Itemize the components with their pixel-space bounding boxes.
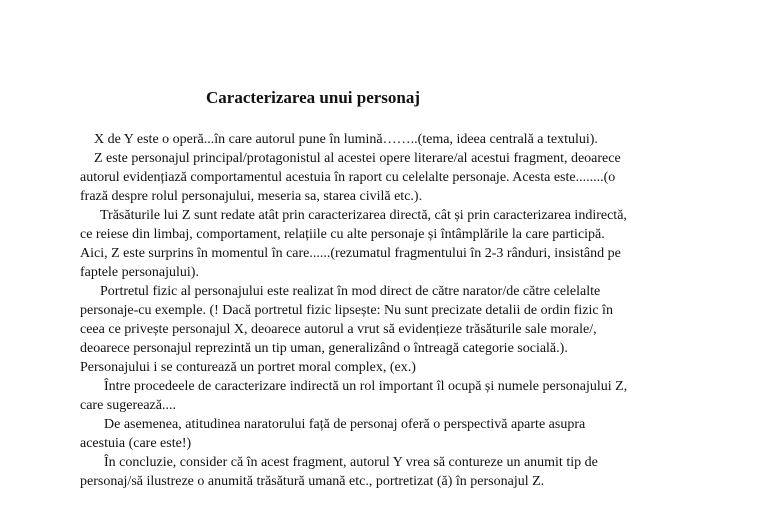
- document-body: [80, 130, 720, 491]
- paragraph-3-line-4: faptele personajului).: [80, 265, 199, 280]
- paragraph-8-line-1: În concluzie, consider că în acest fragment, autorul Y vrea să contureze un anumit tip de: [104, 455, 598, 470]
- paragraph-4-line-4: deoarece personajul reprezintă un tip uman, generalizând o întreagă categorie socială.).: [80, 341, 568, 356]
- paragraph-2-line-3: frază despre rolul personajului, meseria sa, starea civilă etc.).: [80, 189, 423, 204]
- paragraph-4-line-2: personaje-cu exemple. (! Dacă portretul fizic lipsește: Nu sunt precizate detalii de ordin fizic în: [80, 303, 613, 318]
- paragraph-8-line-2: personaj/să ilustreze o anumită trăsătură umană etc., portretizat (ă) în personajul Z.: [80, 474, 545, 489]
- paragraph-5-line-1: Personajului i se conturează un portret moral complex, (ex.): [80, 360, 416, 375]
- document-title: Caracterizarea unui personaj: [206, 88, 421, 107]
- paragraph-2-line-2: autorul evidențiază comportamentul acestuia în raport cu celelalte personaje. Acesta este........(o: [80, 170, 616, 185]
- paragraph-3-line-3: Aici, Z este surprins în momentul în care......(rezumatul fragmentului în 2-3 rânduri, insistând pe: [80, 246, 621, 261]
- paragraph-7-line-2: acestuia (care este!): [80, 436, 192, 451]
- paragraph-6-line-1: Între procedeele de caracterizare indirectă un rol important îl ocupă și numele personajului Z,: [104, 379, 628, 394]
- paragraph-1-line-1: X de Y este o operă...în care autorul pune în lumină……..(tema, ideea centrală a textului).: [94, 132, 598, 147]
- paragraph-7-line-1: De asemenea, atitudinea naratorului față de personaj oferă o perspectivă aparte asupra: [104, 417, 586, 432]
- paragraph-3-line-2: ce reiese din limbaj, comportament, relațiile cu alte personaje și întâmplările la care participă.: [80, 227, 605, 242]
- paragraph-6-line-2: care sugerează....: [80, 398, 176, 413]
- paragraph-3-line-1: Trăsăturile lui Z sunt redate atât prin caracterizarea directă, cât și prin caracterizarea indirectă,: [100, 208, 627, 223]
- paragraph-4-line-3: ceea ce privește personajul X, deoarece autorul a vrut să evidențieze trăsăturile sale morale/,: [80, 322, 597, 337]
- paragraph-4-line-1: Portretul fizic al personajului este realizat în mod direct de către narator/de către celelalte: [100, 284, 601, 299]
- paragraph-2-line-1: Z este personajul principal/protagonistul al acestei opere literare/al acestui fragment, deoarece: [94, 151, 621, 166]
